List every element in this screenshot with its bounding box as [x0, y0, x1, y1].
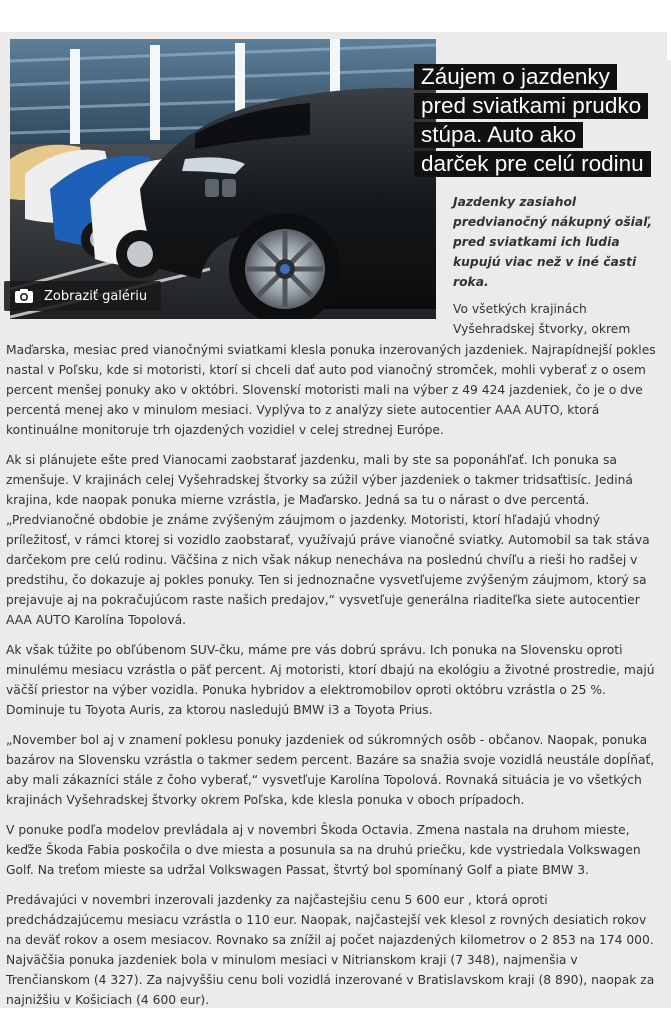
- article-body: [6, 340, 664, 1020]
- top-strip-corner: [667, 0, 671, 60]
- article-photo[interactable]: [10, 39, 436, 319]
- title-line: pred sviatkami prudko: [414, 93, 648, 119]
- show-gallery-button[interactable]: [4, 281, 161, 311]
- article-paragraph-2: Ak si plánujete ešte pred Vianocami zaobstarať jazdenku, mali by ste sa poponáhľať. Ich ponuka sa zmenšuje. V krajinách celej Vyšehradskej štvorky sa zúžil výber jazdeniek o takmer tridsaťtisíc. Jediná krajina, kde naopak ponuka mierne vzrástla, je Maďarsko. Jedná sa tu o nárast o dve percentá. „Predvianočné obdobie je známe zvýšeným záujmom o jazdenky. Motoristi, ktorí hľadajú vhodný príležitosť, v rámci ktorej si vozidlo zaobstarať, využívajú práve vianočné sviatky. Automobil sa tak stáva darčekom pre celú rodinu. Väčšina z nich však nákup nenecháva na poslednú chvíľu a rieši ho radšej v predstihu, čo dokazuje aj pokles ponuky. Ten si jednoznačne vysvetľujeme zvýšeným záujmom, ktorý sa prejavuje aj na pokračujúcom raste našich predajov,“ vysvetľuje generálna riaditeľka siete autocentier AAA AUTO Karolína Topolová.: [6, 453, 650, 627]
- article-lead: Jazdenky zasiahol predvianočný nákupný ošiaľ, pred sviatkami ich ľudia kupujú viac než v iné časti roka.: [453, 195, 653, 289]
- article-paragraph-5: V ponuke podľa modelov prevládala aj v novembri Škoda Octavia. Zmena nastala na druhom mieste, keďže Škoda Fabia poskočila o dve miesta a posunula sa na druhú priečku, kde vystriedala Volkswagen Golf. Na treťom mieste sa udržal Volkswagen Passat, štvrtý bol spomínaný Golf a piate BMW 3.: [6, 823, 641, 877]
- title-line: darček pre celú rodinu: [414, 151, 651, 177]
- show-gallery-label: Zobraziť galériu: [44, 288, 148, 304]
- article-paragraph-1-start: Vo všetkých krajinách Vyšehradskej štvorky, okrem: [453, 302, 631, 336]
- title-line: Záujem o jazdenky: [414, 64, 617, 90]
- article-paragraph-6: Predávajúci v novembri inzerovali jazdenky za najčastejšiu cenu 5 600 eur , ktorá oproti predchádzajúcemu mesiacu vzrástla o 110 eur. Naopak, najčastejší vek klesol z rovných desiatich rokov na deväť rokov a osem mesiacov. Rovnako sa znížil aj počet najazdených kilometrov o 2 853 na 174 000. Najväčšia ponuka jazdeniek bola v minulom mesiaci v Nitrianskom kraji (7 348), najmenšia v Trenčianskom (4 327). Za najvyššiu cenu boli vozidlá inzerované v Bratislavskom kraji (8 890), naopak za najnižšiu v Košiciach (4 600 eur).: [6, 893, 655, 1007]
- top-strip: [0, 0, 671, 32]
- article-title: [414, 62, 670, 178]
- parking-cars-illustration: [10, 39, 436, 319]
- article-paragraph-1: Maďarska, mesiac pred vianočnými sviatkami klesla ponuka inzerovaných jazdeniek. Najrapídnejší pokles nastal v Poľsku, kde si motoristi, ktorí si chceli dať auto pod vianočný stromček, mohli vyberať z o osem percent menšej ponuky ako v októbri. Slovenskí motoristi mali na výber z 49 424 jazdeniek, čo je o dve percentá menej ako v minulom mesiaci. Vyplýva to z analýzy siete autocentier AAA AUTO, ktorá kontinuálne monitoruje trh ojazdených vozidiel v celej strednej Európe.: [6, 343, 656, 437]
- article-paragraph-4: „November bol aj v znamení poklesu ponuky jazdeniek od súkromných osôb - občanov. Naopak, ponuka bazárov na Slovensku vzrástla o takmer sedem percent. Bazáre sa snažia svoje vozidlá neustále dopĺňať, aby mali zákazníci stále z čoho vyberať,“ vysvetľuje Karolína Topolová. Rovnaká situácia je vo všetkých krajinách Vyšehradskej štvorky okrem Poľska, kde klesla ponuka v oboch prípadoch.: [6, 733, 655, 807]
- camera-icon: [14, 288, 34, 304]
- title-line: stúpa. Auto ako: [414, 122, 583, 148]
- article-paragraph-3: Ak však túžite po obľúbenom SUV-čku, máme pre vás dobrú správu. Ich ponuka na Slovensku oproti minulému mesiacu vzrástla o päť percent. Aj motoristi, ktorí dbajú na ekológiu a životné prostredie, majú väčší priestor na výber vozidla. Ponuka hybridov a elektromobilov oproti októbru vzrástla o 25 %. Dominuje tu Toyota Auris, za ktorou nasledujú BMW i3 a Toyota Prius.: [6, 643, 655, 717]
